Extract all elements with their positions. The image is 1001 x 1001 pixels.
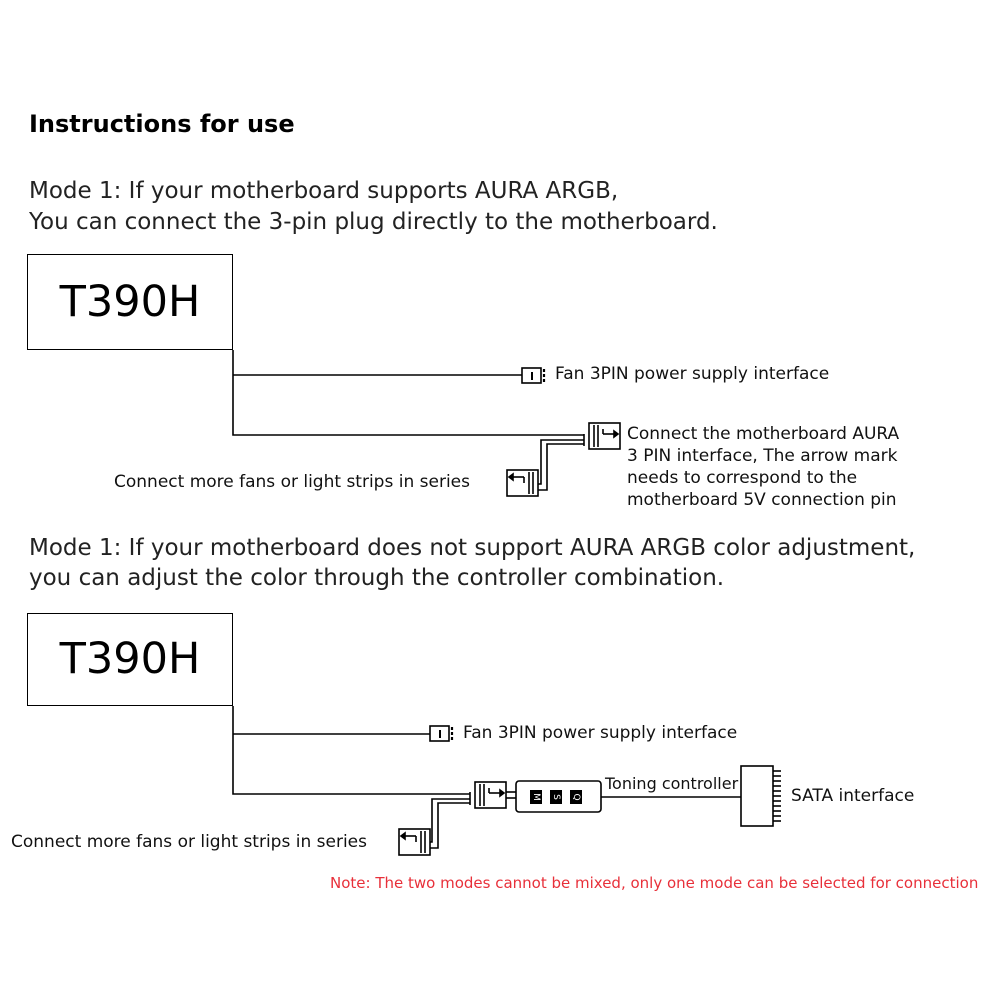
- mode1-series-label: Connect more fans or light strips in series: [114, 472, 470, 492]
- toning-controller-label: Toning controller: [605, 774, 739, 793]
- mode1-aura-line: needs to correspond to the: [627, 468, 858, 488]
- mode1-device-label: T390H: [59, 277, 201, 327]
- sata-label: SATA interface: [791, 786, 915, 806]
- controller-button-s-label: S: [551, 794, 561, 800]
- mode-note: Note: The two modes cannot be mixed, only one mode can be selected for connection: [330, 874, 979, 892]
- mode2-input-connector-icon: [470, 782, 516, 808]
- controller-buttons: [530, 790, 582, 804]
- mode1-aura-line: Connect the motherboard AURA: [627, 424, 900, 444]
- controller-button-q: [570, 790, 582, 804]
- controller-button-m: [530, 790, 542, 804]
- page-title: Instructions for use: [29, 110, 295, 138]
- mode1-aura-connector-icon: [584, 423, 620, 449]
- mode1-aura-line: motherboard 5V connection pin: [627, 490, 897, 510]
- mode2-series-connector-icon: [399, 829, 430, 855]
- mode2-line2: you can adjust the color through the controller combination.: [29, 565, 725, 591]
- controller-button-q-label: Q: [571, 793, 581, 801]
- mode1-line2: You can connect the 3-pin plug directly to the motherboard.: [29, 209, 718, 235]
- mode1-line1: Mode 1: If your motherboard supports AURA ARGB,: [29, 178, 619, 204]
- mode1-series-connector-icon: [507, 470, 538, 496]
- mode2-line1: Mode 1: If your motherboard does not support AURA ARGB color adjustment,: [29, 535, 916, 561]
- mode1-aura-label: [627, 423, 899, 511]
- mode2-series-label: Connect more fans or light strips in series: [11, 832, 367, 852]
- controller-button-s: [550, 790, 562, 804]
- mode1-aura-line: 3 PIN interface, The arrow mark: [627, 446, 898, 466]
- mode2-fan-label: Fan 3PIN power supply interface: [463, 723, 738, 743]
- mode2-fan-connector-icon: [430, 726, 452, 741]
- sata-connector-icon: [741, 766, 781, 826]
- mode1-fan-connector-icon: [522, 368, 544, 383]
- mode2-device-label: T390H: [59, 634, 201, 684]
- controller-button-m-label: M: [531, 793, 541, 801]
- mode1-fan-label: Fan 3PIN power supply interface: [555, 364, 830, 384]
